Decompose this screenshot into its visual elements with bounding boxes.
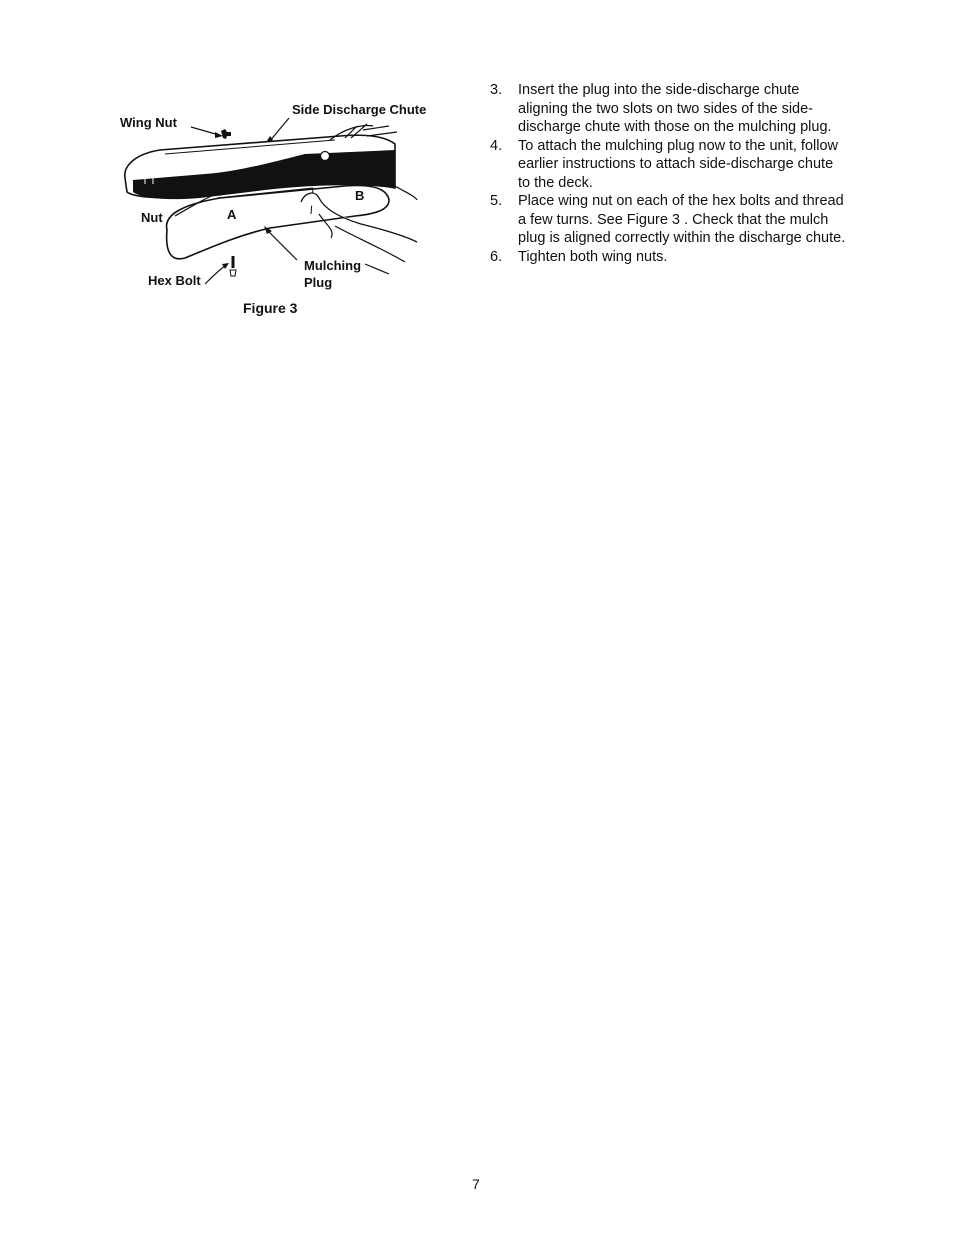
side-discharge-chute-label: Side Discharge Chute [292,102,427,117]
wing-nut-icon [221,129,231,139]
step-item [490,192,880,248]
step-line: aligning the two slots on two sides of the side- [518,100,813,117]
step-line: Tighten both wing nuts. [518,248,668,265]
point-b-label: B [355,188,365,203]
step-line: earlier instructions to attach side-discharge chute [518,156,834,172]
mulching-label: Mulching [304,258,362,273]
mulching-plug-leader [267,230,297,260]
step-text [518,248,880,267]
wing-nut-label: Wing Nut [120,115,177,130]
step-number: 4. [490,137,503,154]
step-item [490,248,880,267]
step-line: plug is aligned correctly within the discharge chute. [518,230,846,246]
hand-fingers [319,214,405,262]
nut-icon [226,187,230,192]
mulching-plug-leader-right [365,264,389,274]
figure-caption: Figure 3 [243,300,298,316]
step-line: a few turns. See Figure 3 . Check that the mulch [518,211,829,228]
step-text [518,137,880,193]
hex-bolt-leader [205,266,225,284]
step-text [518,81,880,137]
chute-bolt-hole [321,152,330,161]
hex-bolt-head [230,270,236,276]
step-item [490,137,880,193]
nut-label: Nut [141,210,163,225]
step-line: Insert the plug into the side-discharge chute [518,82,800,98]
page-number: 7 [472,1176,480,1192]
hex-bolt-label: Hex Bolt [148,273,201,288]
instruction-steps [490,81,880,266]
chute-leader [269,118,289,142]
point-a-label: A [227,207,237,222]
step-number: 5. [490,193,503,209]
step-line: To attach the mulching plug now to the unit, follow [518,137,838,154]
step-text [518,192,880,248]
wing-nut-leader [191,127,219,135]
step-line: to the deck. [518,174,593,191]
step-line: Place wing nut on each of the hex bolts and thread [518,193,844,209]
figure-3-illustration [105,80,450,305]
arm-line [395,186,417,200]
step-item [490,81,880,137]
step-line: discharge chute with those on the mulching plug. [518,119,832,135]
step-number: 3. [490,82,503,98]
plug-label: Plug [304,275,333,290]
step-number: 6. [490,248,503,265]
